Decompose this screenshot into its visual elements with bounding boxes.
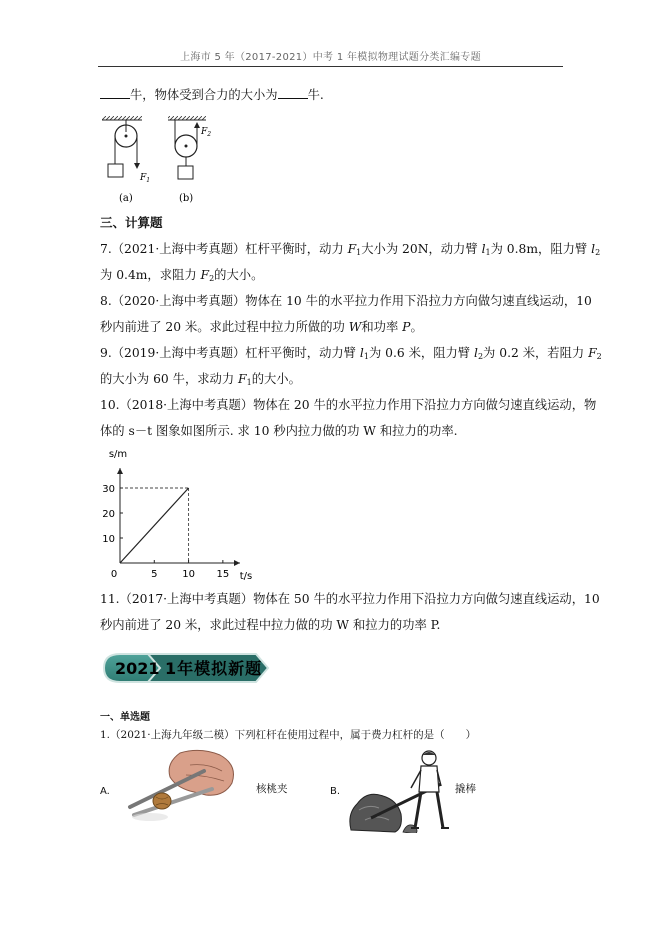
caption-a: (a) (119, 193, 133, 204)
x-tick-label: 15 (216, 569, 230, 580)
q8-line-1: 8.（2020·上海中考真题）物体在 10 牛的水平拉力作用下沿拉力方向做匀速直线运动，10 (100, 294, 592, 308)
y-tick-label: 30 (102, 484, 115, 495)
pulley-figure (98, 108, 228, 206)
arrow-down-icon (134, 163, 140, 169)
top-line-text-2: 牛. (307, 88, 324, 102)
ceiling-b (168, 116, 206, 120)
force-label-a: $F_1$ (140, 173, 151, 184)
origin-label: 0 (110, 569, 118, 580)
block-b (178, 166, 193, 179)
badge-text: 1年模拟新题 (165, 659, 263, 678)
q8-line-2: 秒内前进了 20 米。求此过程中拉力所做的功 W和功率 P。 (100, 320, 423, 334)
top-line (100, 86, 324, 104)
crowbar-image (345, 748, 455, 833)
ceiling-a (102, 116, 142, 120)
choice-b-label[interactable]: B. (330, 786, 341, 797)
nutcracker-image (120, 745, 250, 825)
x-tick-label: 5 (151, 569, 158, 580)
y-axis-arrow-icon (117, 468, 123, 474)
arrow-up-icon (194, 122, 200, 128)
choice-b-text: 撬棒 (455, 783, 476, 795)
page-header: 上海市 5 年（2017-2021）中考 1 年模拟物理试题分类汇编专题 (180, 52, 481, 63)
q7-line-2: 为 0.4m，求阻力 $F_2$的大小。 (100, 268, 264, 283)
block-a (108, 164, 123, 177)
q9-line-1: 9.（2019·上海中考真题）杠杆平衡时，动力臂 $l_1$为 0.6 米，阻力臂 $l_2$为 0.2 米，若阻力 $F_2$ (100, 346, 602, 361)
s-t-chart (98, 445, 258, 580)
q10-line-1: 10.（2018·上海中考真题）物体在 20 牛的水平拉力作用下沿拉力方向做匀速直线运动，物 (100, 398, 597, 412)
q11-line-2: 秒内前进了 20 米，求此过程中拉力做的功 W 和拉力的功率 P. (100, 618, 441, 632)
choice-a-label[interactable]: A. (100, 786, 110, 797)
y-axis-label: s/m (108, 449, 128, 460)
x-axis-arrow-icon (234, 560, 240, 566)
year-badge (98, 648, 273, 688)
caption-b: (b) (179, 193, 194, 204)
choice-a-text: 核桃夹 (256, 783, 288, 795)
x-tick-label: 10 (182, 569, 195, 580)
badge-year: 2021 (115, 659, 160, 678)
force-label-b: $F_2$ (201, 127, 212, 138)
q7-line-1: 7.（2021·上海中考真题）杠杆平衡时，动力 $F_1$大小为 20N，动力臂 $l_1$为 0.8m，阻力臂 $l_2$ (100, 242, 601, 257)
q11-line-1: 11.（2017·上海中考真题）物体在 50 牛的水平拉力作用下沿拉力方向做匀速直线运动，10 (100, 592, 600, 606)
blank-2[interactable] (278, 87, 308, 99)
y-tick-label: 10 (102, 534, 115, 545)
y-tick-label: 20 (102, 509, 115, 520)
q10-line-2: 体的 s－t 图象如图所示. 求 10 秒内拉力做的功 W 和拉力的功率. (100, 424, 458, 438)
header-rule (98, 66, 563, 67)
section-title-calc: 三、计算题 (100, 215, 163, 230)
q9-line-2: 的大小为 60 牛，求动力 $F_1$的大小。 (100, 372, 301, 387)
section-title-single-choice: 一、单选题 (100, 712, 150, 723)
mcq-q1: 1.（2021·上海九年级二模）下列杠杆在使用过程中，属于费力杠杆的是（ ） (100, 729, 477, 741)
x-axis-label: t/s (239, 571, 253, 580)
blank-1[interactable] (100, 87, 130, 99)
top-line-text-1: 牛，物体受到合力的大小为 (130, 88, 278, 102)
series-line (120, 488, 189, 563)
